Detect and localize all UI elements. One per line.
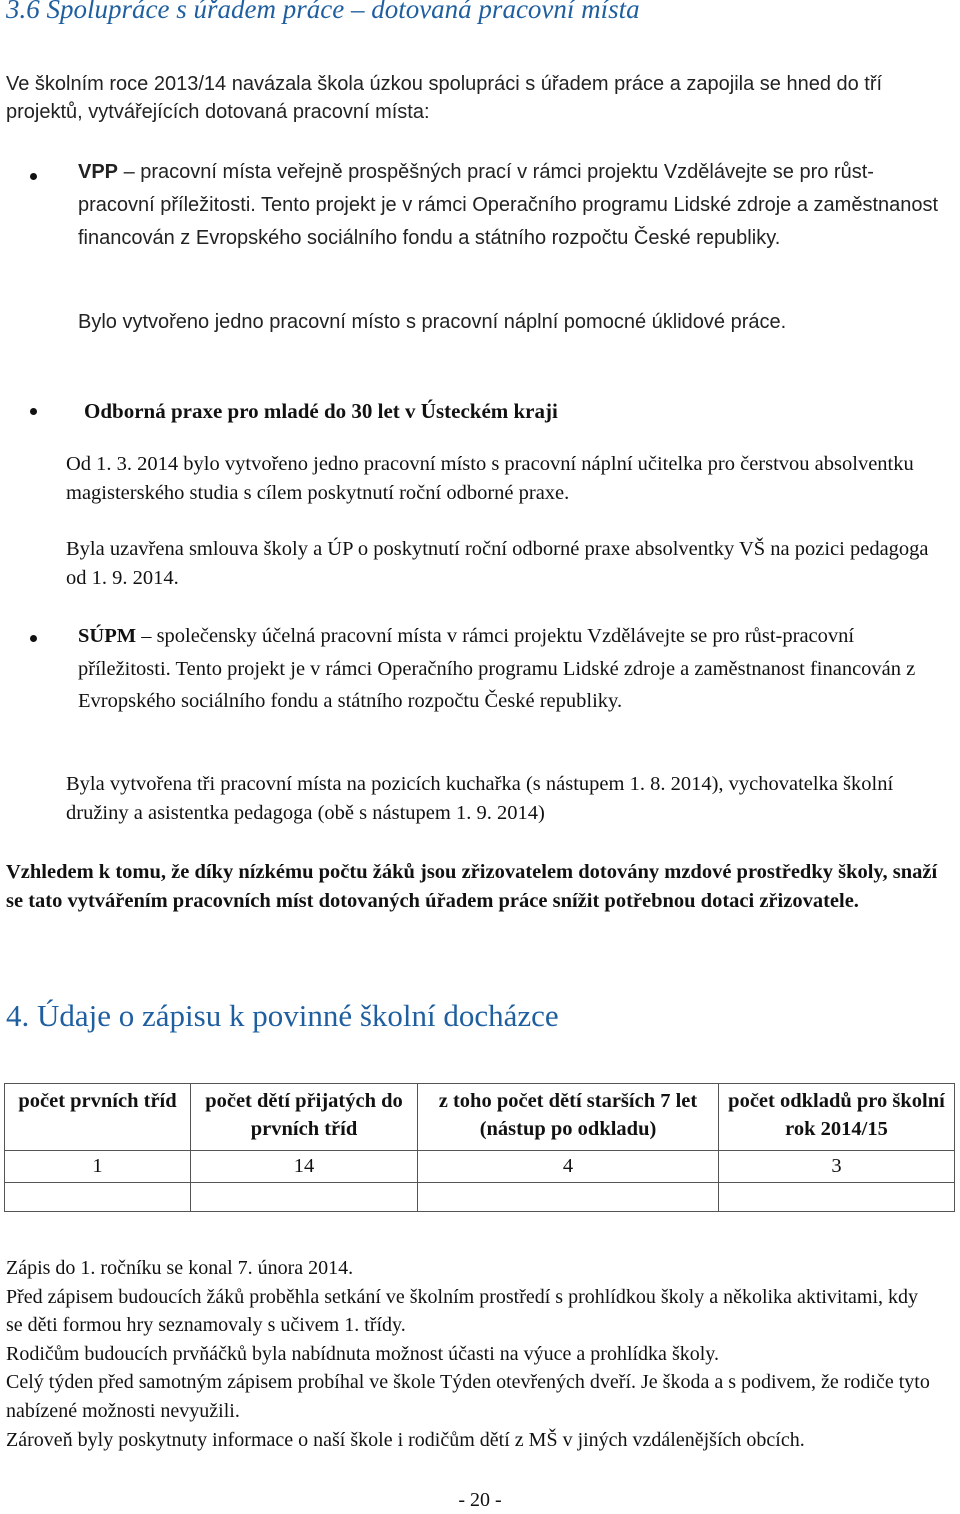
enrollment-table xyxy=(4,1083,955,1212)
bullet-dot xyxy=(30,635,37,642)
table-header-row xyxy=(5,1084,955,1151)
bullet-supm xyxy=(78,620,943,718)
bullet-vpp-title: VPP xyxy=(78,161,119,183)
table-header-cell: počet dětí přijatých do prvních tříd xyxy=(191,1084,418,1151)
bullet-supm-note: Byla vytvořena tři pracovní místa na pozicích kuchařka (s nástupem 1. 8. 2014), vychovatelka školní družiny a asistentka pedagoga (obě s nástupem 1. 9. 2014) xyxy=(66,773,894,824)
bullet-dot xyxy=(30,408,37,415)
table-header-cell: počet prvních tříd xyxy=(5,1084,191,1151)
bullet-praxe-para2: Byla uzavřena smlouva školy a ÚP o poskytnutí roční odborné praxe absolventky VŠ na pozici pedagoga od 1. 9. 2014. xyxy=(66,538,929,589)
table-header-cell: z toho počet dětí starších 7 let (nástup po odkladu) xyxy=(418,1084,719,1151)
bullet-dot xyxy=(30,173,37,180)
bullet-praxe-para1: Od 1. 3. 2014 bylo vytvořeno jedno pracovní místo s pracovní náplní učitelka pro čerstvou absolventku magisterského studia s cílem poskytnutí roční odborné praxe. xyxy=(66,453,914,504)
note-line: Zároveň byly poskytnuty informace o naší škole i rodičům dětí z MŠ v jiných vzdálenějších obcích. xyxy=(6,1428,805,1451)
table-cell-empty xyxy=(191,1183,418,1212)
table-cell-empty xyxy=(719,1183,955,1212)
bullet-vpp xyxy=(78,156,948,255)
table-cell-empty xyxy=(5,1183,191,1212)
conclusion-paragraph: Vzhledem k tomu, že díky nízkému počtu žáků jsou zřizovatelem dotovány mzdové prostředky školy, snaží se tato vytvářením pracovních míst dotovaných úřadem práce snížit potřebnou dotaci zřizovatele. xyxy=(6,861,938,912)
note-line: Zápis do 1. ročníku se konal 7. února 2014. xyxy=(6,1257,354,1279)
bullet-vpp-note: Bylo vytvořeno jedno pracovní místo s pracovní náplní pomocné úklidové práce. xyxy=(78,311,787,333)
note-line: Před zápisem budoucích žáků proběhla setkání ve školním prostředí s prohlídkou školy a několika aktivitami, kdy se děti formou hry seznamovaly s učivem 1. třídy. xyxy=(6,1285,919,1337)
intro-paragraph: Ve školním roce 2013/14 navázala škola úzkou spolupráci s úřadem práce a zapojila se hned do tří projektů, vytvářejících dotovaná pracovní místa: xyxy=(6,73,883,123)
table-cell-empty xyxy=(418,1183,719,1212)
table-cell: 1 xyxy=(5,1151,191,1183)
section-heading: 3.6 Spolupráce s úřadem práce – dotovaná pracovní místa xyxy=(6,0,640,24)
bullet-supm-text: – společensky účelná pracovní místa v rámci projektu Vzdělávejte se pro růst-pracovní příležitosti. Tento projekt je v rámci Operačního programu Lidské zdroje a zaměstnanost financován z Evropského sociálního fondu a státního rozpočtu České republiky. xyxy=(78,625,916,712)
bullet-praxe-title-text: Odborná praxe pro mladé do 30 let v Ústeckém kraji xyxy=(84,399,558,423)
note-line: Rodičům budoucích prvňáčků byla nabídnuta možnost účasti na výuce a prohlídka školy. xyxy=(6,1342,719,1365)
bullet-vpp-text: – pracovní místa veřejně prospěšných prací v rámci projektu Vzdělávejte se pro růst-pracovní příležitosti. Tento projekt je v rámci Operačního programu Lidské zdroje a zaměstnanost financován z Evropského sociálního fondu a státního rozpočtu České republiky. xyxy=(78,161,939,249)
enrollment-notes xyxy=(6,1254,936,1454)
table-cell: 14 xyxy=(191,1151,418,1183)
bullet-supm-title: SÚPM xyxy=(78,625,137,647)
table-cell: 3 xyxy=(719,1151,955,1183)
table-row xyxy=(5,1151,955,1183)
table-row-empty xyxy=(5,1183,955,1212)
table-header-cell: počet odkladů pro školní rok 2014/15 xyxy=(719,1084,955,1151)
table-cell: 4 xyxy=(418,1151,719,1183)
chapter-heading: 4. Údaje o zápisu k povinné školní docházce xyxy=(6,998,559,1033)
note-line: Celý týden před samotným zápisem probíhal ve škole Týden otevřených dveří. Je škoda a s podivem, že rodiče tyto nabízené možnosti nevyužili. xyxy=(6,1371,930,1422)
page-number: - 20 - xyxy=(458,1489,502,1511)
bullet-praxe-title xyxy=(84,396,558,427)
